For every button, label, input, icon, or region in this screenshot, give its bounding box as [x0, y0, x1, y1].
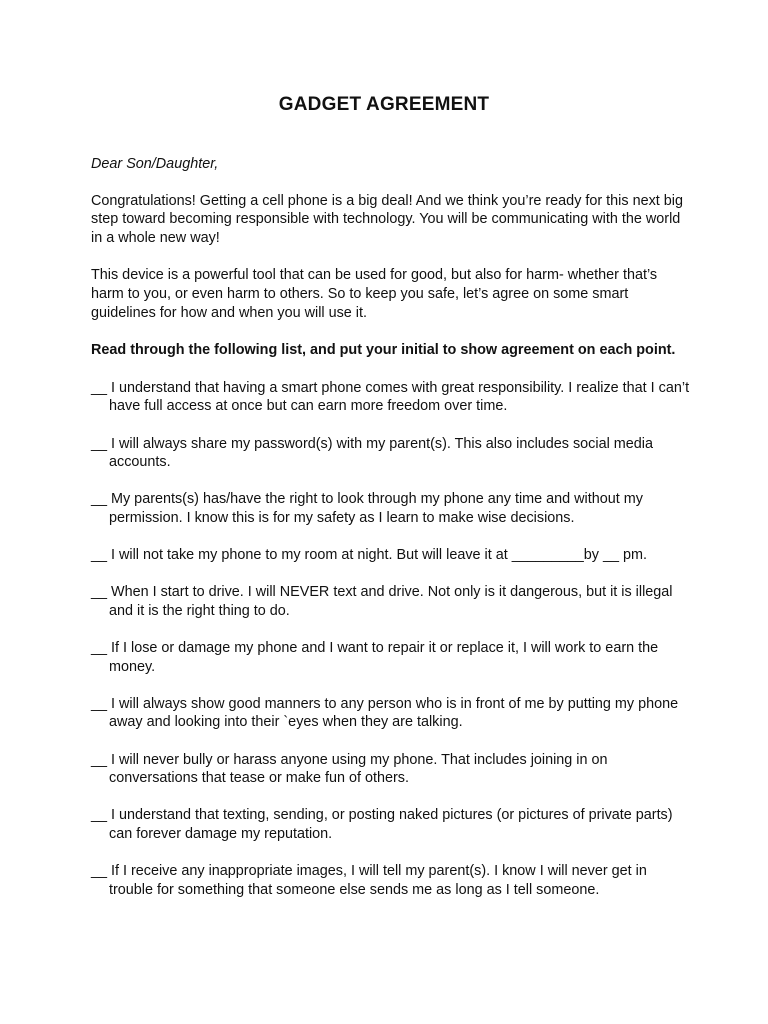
warning-paragraph: This device is a powerful tool that can be used for good, but also for harm- whether that’s harm to you, or even harm to others. So to keep you safe, let’s agree on some smart guidelines for how and when you will use it.	[91, 267, 658, 321]
agreement-item: __ When I start to drive. I will NEVER text and drive. Not only is it dangerous, but it is illegal and it is the right thing to do.	[91, 584, 673, 619]
agreement-item: __ I understand that texting, sending, or posting naked pictures (or pictures of private parts) can forever damage my reputation.	[91, 807, 673, 842]
agreement-item: __ I understand that having a smart phone comes with great responsibility. I realize that I can’t have full access at once but can earn more freedom over time.	[91, 379, 690, 415]
agreement-item: __ I will always share my password(s) with my parent(s). This also includes social media accounts.	[91, 435, 653, 471]
salutation: Dear Son/Daughter,	[91, 156, 219, 172]
intro-paragraph: Congratulations! Getting a cell phone is a big deal! And we think you’re ready for this next big step toward becoming responsible with technology. You will be communicating with the world in a whole new way!	[91, 192, 683, 246]
document-body	[91, 155, 691, 918]
agreement-item: __ My parents(s) has/have the right to look through my phone any time and without my permission. I know this is for my safety as I learn to make wise decisions.	[91, 491, 643, 526]
agreement-item: __ I will not take my phone to my room at night. But will leave it at _________by __ pm.	[91, 547, 647, 564]
instruction-text: Read through the following list, and put your initial to show agreement on each point.	[91, 342, 676, 359]
agreement-item: __ If I lose or damage my phone and I want to repair it or replace it, I will work to earn the money.	[91, 640, 659, 675]
document-title: GADGET AGREEMENT	[278, 94, 490, 115]
agreement-item: __ If I receive any inappropriate images, I will tell my parent(s). I know I will never get in trouble for something that someone else sends me as long as I tell someone.	[91, 863, 647, 898]
agreement-item: __ I will never bully or harass anyone using my phone. That includes joining in on conversations that tease or make fun of others.	[91, 751, 608, 787]
agreement-item: __ I will always show good manners to any person who is in front of me by putting my phone away and looking into their `eyes when they are talking.	[91, 695, 679, 731]
